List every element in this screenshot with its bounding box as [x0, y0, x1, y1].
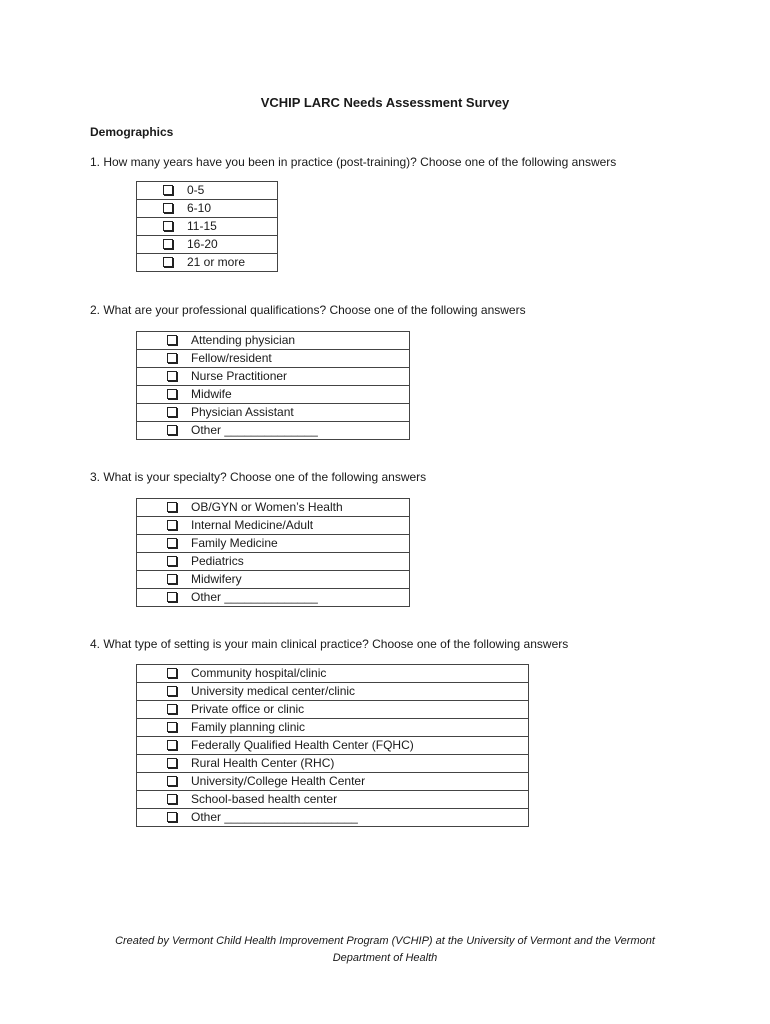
option-label: Rural Health Center (RHC) — [191, 756, 335, 770]
checkbox-icon[interactable] — [167, 686, 177, 696]
option-label: School-based health center — [191, 792, 338, 806]
checkbox-icon[interactable] — [167, 704, 177, 714]
option-label: Internal Medicine/Adult — [191, 518, 314, 532]
question-2-options — [136, 331, 410, 440]
survey-title: VCHIP LARC Needs Assessment Survey — [260, 95, 510, 110]
option-label: Pediatrics — [191, 554, 244, 568]
option-label: OB/GYN or Women’s Health — [191, 500, 343, 514]
option-row[interactable] — [137, 553, 410, 571]
option-row[interactable] — [137, 517, 410, 535]
option-row[interactable] — [137, 773, 529, 791]
question-4-options — [136, 664, 529, 827]
option-label: 0-5 — [187, 183, 205, 197]
checkbox-icon[interactable] — [167, 668, 177, 678]
option-row[interactable] — [137, 200, 278, 218]
question-3-text: 3. What is your specialty? Choose one of the following answers — [90, 470, 427, 484]
option-label: Midwife — [191, 387, 232, 401]
option-row[interactable] — [137, 404, 410, 422]
option-label: Other ______________ — [191, 423, 318, 437]
option-row[interactable] — [137, 254, 278, 272]
section-heading: Demographics — [90, 125, 174, 139]
checkbox-icon[interactable] — [167, 502, 177, 512]
checkbox-icon[interactable] — [163, 185, 173, 195]
option-row[interactable] — [137, 809, 529, 827]
option-row[interactable] — [137, 571, 410, 589]
option-label: Community hospital/clinic — [191, 666, 327, 680]
checkbox-icon[interactable] — [163, 221, 173, 231]
option-label: Physician Assistant — [191, 405, 294, 419]
option-row[interactable] — [137, 683, 529, 701]
option-row[interactable] — [137, 589, 410, 607]
option-row[interactable] — [137, 499, 410, 517]
checkbox-icon[interactable] — [167, 335, 177, 345]
option-label: 16-20 — [187, 237, 218, 251]
option-label: Nurse Practitioner — [191, 369, 288, 383]
option-label: Fellow/resident — [191, 351, 272, 365]
option-row[interactable] — [137, 737, 529, 755]
checkbox-icon[interactable] — [167, 574, 177, 584]
checkbox-icon[interactable] — [163, 203, 173, 213]
option-label: 21 or more — [187, 255, 246, 269]
checkbox-icon[interactable] — [167, 371, 177, 381]
checkbox-icon[interactable] — [167, 407, 177, 417]
checkbox-icon[interactable] — [163, 239, 173, 249]
checkbox-icon[interactable] — [167, 776, 177, 786]
option-label: 11-15 — [187, 219, 217, 233]
checkbox-icon[interactable] — [167, 520, 177, 530]
option-label: Midwifery — [191, 572, 242, 586]
option-label: Family planning clinic — [191, 720, 306, 734]
option-row[interactable] — [137, 719, 529, 737]
checkbox-icon[interactable] — [167, 740, 177, 750]
option-label: University/College Health Center — [191, 774, 366, 788]
option-row[interactable] — [137, 368, 410, 386]
checkbox-icon[interactable] — [167, 812, 177, 822]
checkbox-icon[interactable] — [163, 257, 173, 267]
option-label: Other ____________________ — [191, 810, 358, 824]
checkbox-icon[interactable] — [167, 592, 177, 602]
checkbox-icon[interactable] — [167, 556, 177, 566]
option-row[interactable] — [137, 755, 529, 773]
option-label: Federally Qualified Health Center (FQHC) — [191, 738, 414, 752]
option-label: Other ______________ — [191, 590, 318, 604]
option-row[interactable] — [137, 701, 529, 719]
option-row[interactable] — [137, 386, 410, 404]
option-row[interactable] — [137, 236, 278, 254]
checkbox-icon[interactable] — [167, 794, 177, 804]
option-row[interactable] — [137, 665, 529, 683]
option-row[interactable] — [137, 350, 410, 368]
checkbox-icon[interactable] — [167, 389, 177, 399]
option-row[interactable] — [137, 422, 410, 440]
question-1-text: 1. How many years have you been in practice (post-training)? Choose one of the following answers — [90, 155, 617, 169]
option-row[interactable] — [137, 535, 410, 553]
checkbox-icon[interactable] — [167, 722, 177, 732]
checkbox-icon[interactable] — [167, 538, 177, 548]
question-1-options — [136, 181, 278, 272]
option-label: Private office or clinic — [191, 702, 305, 716]
option-label: Attending physician — [191, 333, 296, 347]
question-2-text: 2. What are your professional qualifications? Choose one of the following answers — [90, 303, 526, 317]
option-row[interactable] — [137, 218, 278, 236]
question-4-text: 4. What type of setting is your main clinical practice? Choose one of the following answers — [90, 637, 569, 651]
footer-credit: Created by Vermont Child Health Improvement Program (VCHIP) at the University of Vermont and the Vermont Department of Health — [115, 935, 655, 964]
option-row[interactable] — [137, 182, 278, 200]
option-label: Family Medicine — [191, 536, 278, 550]
option-row[interactable] — [137, 791, 529, 809]
option-row[interactable] — [137, 332, 410, 350]
question-3-options — [136, 498, 410, 607]
checkbox-icon[interactable] — [167, 353, 177, 363]
option-label: University medical center/clinic — [191, 684, 356, 698]
checkbox-icon[interactable] — [167, 758, 177, 768]
checkbox-icon[interactable] — [167, 425, 177, 435]
option-label: 6-10 — [187, 201, 212, 215]
